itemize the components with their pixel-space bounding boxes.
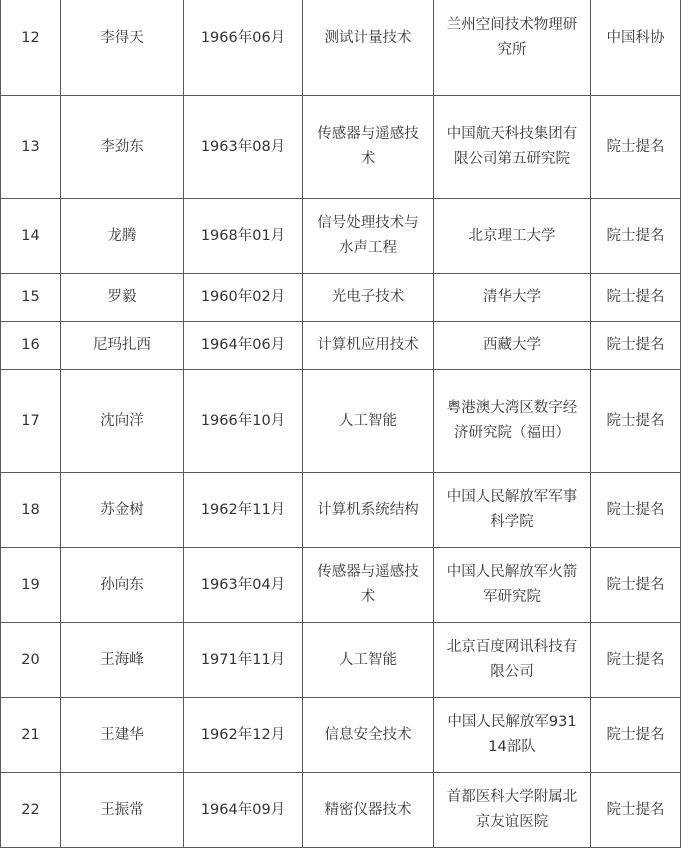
birth-date: 1963年08月 [184,96,303,199]
research-field: 人工智能 [303,370,434,473]
research-field: 计算机应用技术 [303,322,434,370]
birth-date: 1966年10月 [184,370,303,473]
candidate-name: 沈向洋 [61,370,184,473]
research-field: 信息安全技术 [303,698,434,773]
nomination-channel: 院士提名 [591,199,681,274]
candidate-table-body [1,0,681,848]
birth-date: 1963年04月 [184,548,303,623]
row-number: 22 [1,773,61,848]
nomination-channel: 院士提名 [591,473,681,548]
research-field: 信号处理技术与水声工程 [303,199,434,274]
nomination-channel: 院士提名 [591,698,681,773]
nomination-channel: 院士提名 [591,370,681,473]
birth-date: 1964年09月 [184,773,303,848]
birth-date: 1966年06月 [184,0,303,96]
research-field: 精密仪器技术 [303,773,434,848]
work-organization: 兰州空间技术物理研究所 [434,0,591,96]
birth-date: 1962年11月 [184,473,303,548]
work-organization: 中国人民解放军军事科学院 [434,473,591,548]
nomination-channel: 院士提名 [591,548,681,623]
research-field: 计算机系统结构 [303,473,434,548]
table-row [1,370,681,473]
row-number: 12 [1,0,61,96]
birth-date: 1962年12月 [184,698,303,773]
row-number: 16 [1,322,61,370]
table-row [1,96,681,199]
row-number: 17 [1,370,61,473]
research-field: 测试计量技术 [303,0,434,96]
row-number: 21 [1,698,61,773]
table-row [1,698,681,773]
table-row [1,548,681,623]
candidate-name: 王建华 [61,698,184,773]
nomination-channel: 院士提名 [591,96,681,199]
nomination-channel: 院士提名 [591,322,681,370]
candidate-name: 罗毅 [61,274,184,322]
work-organization: 北京百度网讯科技有限公司 [434,623,591,698]
table-row [1,773,681,848]
table-row [1,274,681,322]
row-number: 14 [1,199,61,274]
research-field: 传感器与遥感技术 [303,96,434,199]
birth-date: 1968年01月 [184,199,303,274]
work-organization: 中国航天科技集团有限公司第五研究院 [434,96,591,199]
table-row [1,473,681,548]
research-field: 传感器与遥感技术 [303,548,434,623]
work-organization: 北京理工大学 [434,199,591,274]
candidate-name: 苏金树 [61,473,184,548]
work-organization: 粤港澳大湾区数字经济研究院（福田） [434,370,591,473]
candidate-name: 王振常 [61,773,184,848]
candidate-name: 龙腾 [61,199,184,274]
work-organization: 西藏大学 [434,322,591,370]
nomination-channel: 院士提名 [591,773,681,848]
candidate-name: 王海峰 [61,623,184,698]
candidate-name: 李劲东 [61,96,184,199]
work-organization: 中国人民解放军火箭军研究院 [434,548,591,623]
row-number: 18 [1,473,61,548]
row-number: 15 [1,274,61,322]
birth-date: 1964年06月 [184,322,303,370]
row-number: 19 [1,548,61,623]
table-row [1,199,681,274]
candidate-name: 李得天 [61,0,184,96]
table-row [1,623,681,698]
research-field: 人工智能 [303,623,434,698]
row-number: 20 [1,623,61,698]
nomination-channel: 院士提名 [591,623,681,698]
birth-date: 1971年11月 [184,623,303,698]
candidate-name: 孙向东 [61,548,184,623]
table-row [1,322,681,370]
work-organization: 首都医科大学附属北京友谊医院 [434,773,591,848]
work-organization: 中国人民解放军93114部队 [434,698,591,773]
research-field: 光电子技术 [303,274,434,322]
birth-date: 1960年02月 [184,274,303,322]
work-organization: 清华大学 [434,274,591,322]
nomination-channel: 中国科协 [591,0,681,96]
candidate-name: 尼玛扎西 [61,322,184,370]
nomination-channel: 院士提名 [591,274,681,322]
row-number: 13 [1,96,61,199]
table-row [1,0,681,96]
